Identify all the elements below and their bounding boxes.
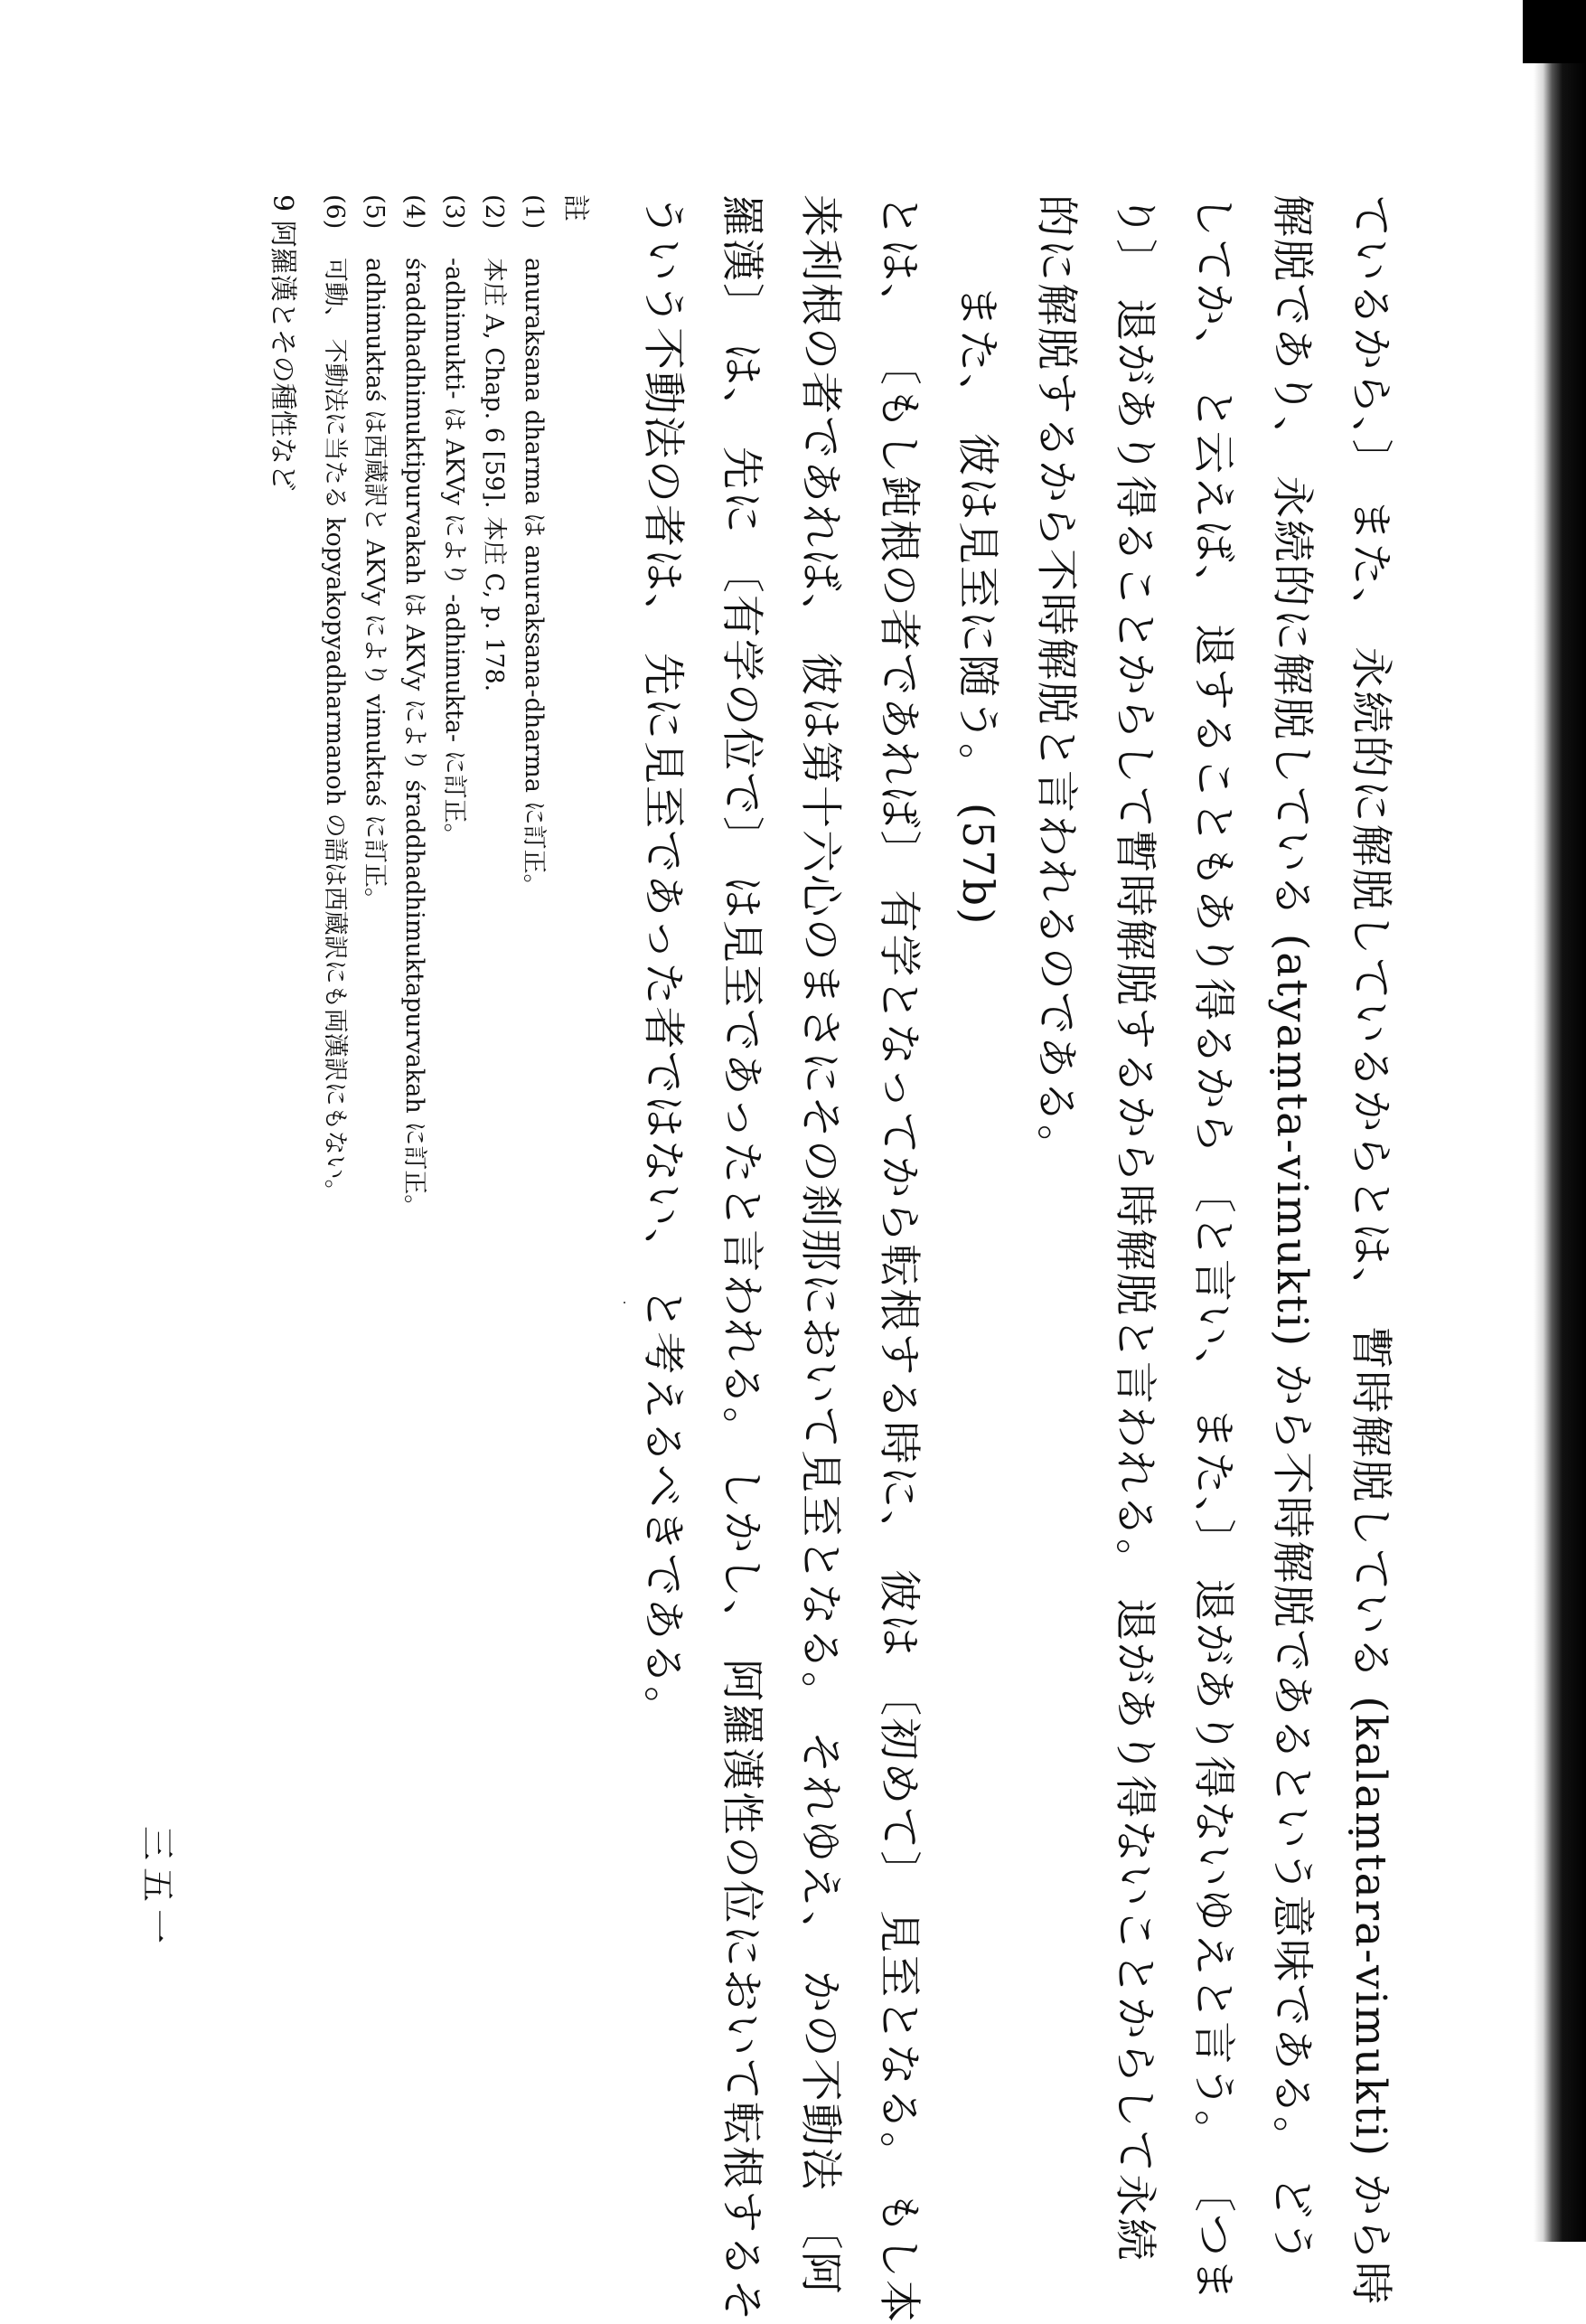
footnote (394, 194, 434, 1799)
scan-speck (624, 1302, 625, 1303)
footnote-text: adhimuktaś は西蔵訳と AKVy により vimuktaś に訂正。 (361, 258, 389, 912)
text-line: 来利根の者であれば、 彼は第十六心のまさにその刹那において見至となる。 それゆえ、 かの不動法 〔阿 (795, 194, 845, 2296)
text-line: とは、 〔もし鈍根の者であれば〕 有学となってから転根する時に、 彼は 〔初めて〕 見至となる。 もし本 (874, 194, 924, 2324)
page-number: 三五一 (137, 1826, 177, 1952)
footnote-text: -adhimukti- は AKVy により -adhimukta- に訂正。 (440, 258, 468, 848)
footnote-number: (4) (400, 194, 428, 230)
footnote (314, 194, 354, 1799)
footnote (474, 194, 513, 1799)
footnote (513, 194, 553, 1799)
text-line: してか、 と云えば、 退することもあり得るから 〔と言い、 また、〕 退があり得ないゆえと言う。 〔つま (1188, 194, 1238, 2303)
footnote-text: 可動、 不動法に当たる kopyakopyadharmanoh の語は西蔵訳にも両漢訳にもない。 (321, 258, 349, 1204)
text-line: り〕 退があり得ることからして暫時解脱するから時解脱と言われる。 退があり得ないことからして永続 (1110, 194, 1159, 2263)
binding-shadow (1534, 0, 1586, 2242)
footnote-number: (2) (480, 194, 508, 230)
body-text (258, 194, 1410, 2324)
binding-corner (1523, 0, 1586, 63)
notes-heading: 註 (559, 194, 591, 221)
text-line: 羅漢〕 は、 先に 〔有学の位で〕 は見至であったと言われる。 しかし、 阿羅漢性の位において転根するそ (717, 194, 766, 2324)
footnote-number: (3) (440, 194, 468, 230)
footnote-number: (5) (361, 194, 389, 230)
text-line: ういう不動法の者は、 先に見至であった者ではない、 と考えるべきである。 (638, 194, 688, 1731)
footnote-text: anuraksana dharma は anuraksana-dharma に訂正。 (520, 258, 548, 899)
text-line: ているから、〕 また、 永続的に解脱しているからとは、 暫時解脱している (kalaṃtara-vimukti) から時 (1346, 194, 1395, 2307)
footnote (434, 194, 474, 1799)
verse-line: また、 彼は見至に随う。 (57b) (953, 285, 1002, 927)
text-line: 解脱であり、 永続的に解脱している (atyaṃta-vimukti) から不時解脱であるという意味である。 どう (1267, 194, 1317, 2265)
rotated-text-region (235, 194, 1410, 2324)
footnote-text: 本庄 A, Chap. 6 [59]. 本庄 C, p. 178. (480, 258, 508, 692)
text-line: 的に解脱するから不時解脱と言われるのである。 (1031, 194, 1081, 1169)
spacer (596, 194, 624, 1799)
footnote-text: śraddhadhimuktipurvakah は AKVy により śraddhadhimuktapurvakah に訂正。 (400, 258, 428, 1219)
footnote-number: (1) (520, 194, 548, 230)
section-heading: 9 阿羅漢とその種性など (267, 194, 298, 492)
footnote (354, 194, 394, 1799)
footnote-number: (6) (321, 194, 349, 230)
